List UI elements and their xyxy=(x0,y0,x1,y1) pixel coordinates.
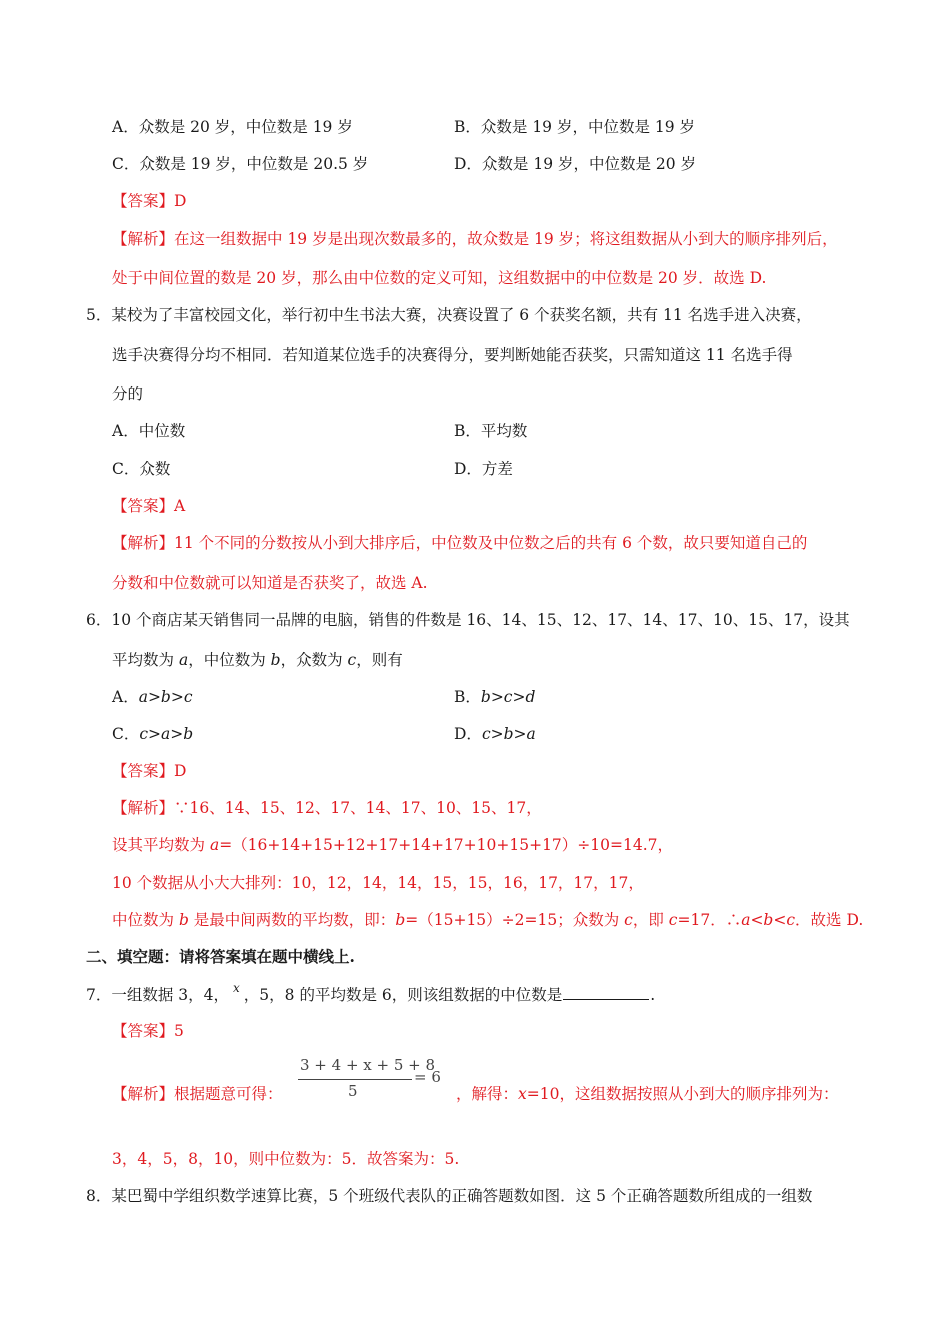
var-c: c xyxy=(668,911,678,929)
text: ，则有 xyxy=(356,651,403,669)
text: ，即 xyxy=(632,911,669,929)
text: =10，这组数据按照从小到大的顺序排列为： xyxy=(526,1085,839,1103)
q5-analysis-line2: 分数和中位数就可以知道是否获奖了，故选 A. xyxy=(112,574,428,592)
option-label: A． xyxy=(112,688,139,706)
text: =（16+14+15+12+17+14+17+10+15+17）÷10=14.7， xyxy=(219,836,674,854)
analysis-label: 【解析】 xyxy=(112,1085,175,1103)
q5-option-a: A．中位数 xyxy=(112,422,186,440)
q5-option-b: B．平均数 xyxy=(454,422,528,440)
section-heading: 二、填空题：请将答案填在题中横线上. xyxy=(86,947,355,966)
var-b: b xyxy=(178,911,189,929)
fraction-equals: = 6 xyxy=(414,1068,441,1086)
q5-analysis-line1 xyxy=(112,532,807,554)
option-label: B． xyxy=(454,688,481,706)
text: 7．一组数据 3，4， xyxy=(86,986,230,1004)
text: ，5，8 的平均数是 6，则该组数据的中位数是 xyxy=(243,986,563,1004)
var-a: a xyxy=(209,836,220,854)
q7-analysis-line2: 3，4，5，8，10，则中位数为：5．故答案为：5. xyxy=(112,1150,460,1168)
analysis-text: 在这一组数据中 19 岁是出现次数最多的，故众数是 19 岁；将这组数据从小到大的顺序排列后， xyxy=(174,230,838,248)
var-b: b xyxy=(270,651,281,669)
q5-stem-line3: 分的 xyxy=(112,385,144,403)
q6-analysis-line2 xyxy=(112,834,673,856)
q4-option-c: C．众数是 19 岁，中位数是 20.5 岁 xyxy=(112,155,369,173)
q7-analysis-lead xyxy=(112,1083,283,1105)
q5-stem-line1: 5．某校为了丰富校园文化，举行初中生书法大赛，决赛设置了 6 个获奖名额，共有 11 名选手进入决赛， xyxy=(86,306,812,324)
text: =17．∴ xyxy=(677,911,742,929)
q6-stem-line2 xyxy=(112,649,403,671)
text: ，中位数为 xyxy=(188,651,271,669)
text: ．故选 D. xyxy=(795,911,864,929)
q6-option-a xyxy=(112,686,193,708)
q6-option-c xyxy=(112,723,193,745)
fraction-bar xyxy=(298,1079,412,1080)
var-x: x xyxy=(233,981,240,995)
var-x: x xyxy=(518,1085,527,1103)
q6-analysis-line3: 10 个数据从小大大排列：10，12，14，14，15，15，16，17，17，17， xyxy=(112,874,644,892)
text: 是最中间两数的平均数，即： xyxy=(188,911,396,929)
q4-option-b: B．众数是 19 岁，中位数是 19 岁 xyxy=(454,118,696,136)
analysis-label: 【解析】 xyxy=(112,230,175,248)
analysis-label: 【解析】 xyxy=(112,799,175,817)
var-c: c xyxy=(347,651,357,669)
text: 设其平均数为 xyxy=(112,836,210,854)
option-label: D． xyxy=(454,725,482,743)
option-label: C． xyxy=(112,725,140,743)
fraction-numerator: 3 + 4 + x + 5 + 8 xyxy=(300,1056,436,1074)
q6-stem-line1: 6．10 个商店某天销售同一品牌的电脑，销售的件数是 16、14、15、12、17、14、17、10、15、17，设其 xyxy=(86,611,850,629)
analysis-label: 【解析】 xyxy=(112,534,175,552)
q6-analysis-line1 xyxy=(112,797,542,819)
text: ，解得： xyxy=(456,1085,519,1103)
q5-answer: 【答案】A xyxy=(112,497,186,515)
text: ，众数为 xyxy=(280,651,348,669)
answer-blank[interactable] xyxy=(563,983,649,1000)
text: 中位数为 xyxy=(112,911,179,929)
q5-option-d: D．方差 xyxy=(454,460,513,478)
q7-stem xyxy=(86,983,655,1007)
q4-option-a: A．众数是 20 岁，中位数是 19 岁 xyxy=(112,118,353,136)
var-b: b xyxy=(395,911,406,929)
option-text: b>c>d xyxy=(480,688,536,706)
q6-answer: 【答案】D xyxy=(112,762,187,780)
var-a: a xyxy=(178,651,189,669)
q7-answer: 【答案】5 xyxy=(112,1022,184,1040)
inequality: a<b<c xyxy=(741,911,796,929)
q4-analysis-line2: 处于中间位置的数是 20 岁，那么由中位数的定义可知，这组数据中的中位数是 20 岁．故选 D. xyxy=(112,269,767,287)
q4-option-d: D．众数是 19 岁，中位数是 20 岁 xyxy=(454,155,697,173)
fraction-formula xyxy=(296,1052,444,1108)
q5-stem-line2: 选手决赛得分均不相同．若知道某位选手的决赛得分，要判断她能否获奖，只需知道这 11 名选手得 xyxy=(112,346,793,364)
q8-stem-line1: 8．某巴蜀中学组织数学速算比赛，5 个班级代表队的正确答题数如图．这 5 个正确答题数所组成的一组数 xyxy=(86,1187,813,1205)
fraction-denominator: 5 xyxy=(348,1082,358,1100)
analysis-text: ∵16、14、15、12、17、14、17、10、15、17， xyxy=(174,799,542,817)
q6-option-b xyxy=(454,686,535,708)
q6-option-d xyxy=(454,723,536,745)
q4-answer: 【答案】D xyxy=(112,192,187,210)
option-text: c>a>b xyxy=(139,725,194,743)
q6-analysis-line4 xyxy=(112,909,863,931)
var-c: c xyxy=(624,911,633,929)
option-text: a>b>c xyxy=(138,688,193,706)
option-text: c>b>a xyxy=(481,725,536,743)
text: =（15+15）÷2=15；众数为 xyxy=(405,911,625,929)
text: . xyxy=(650,986,656,1004)
analysis-text: 根据题意可得： xyxy=(174,1085,283,1103)
q7-analysis-after xyxy=(456,1083,838,1105)
analysis-text: 11 个不同的分数按从小到大排序后，中位数及中位数之后的共有 6 个数，故只要知道自己的 xyxy=(174,534,808,552)
text: 平均数为 xyxy=(112,651,179,669)
q5-option-c: C．众数 xyxy=(112,460,171,478)
q4-analysis-line1 xyxy=(112,228,838,250)
